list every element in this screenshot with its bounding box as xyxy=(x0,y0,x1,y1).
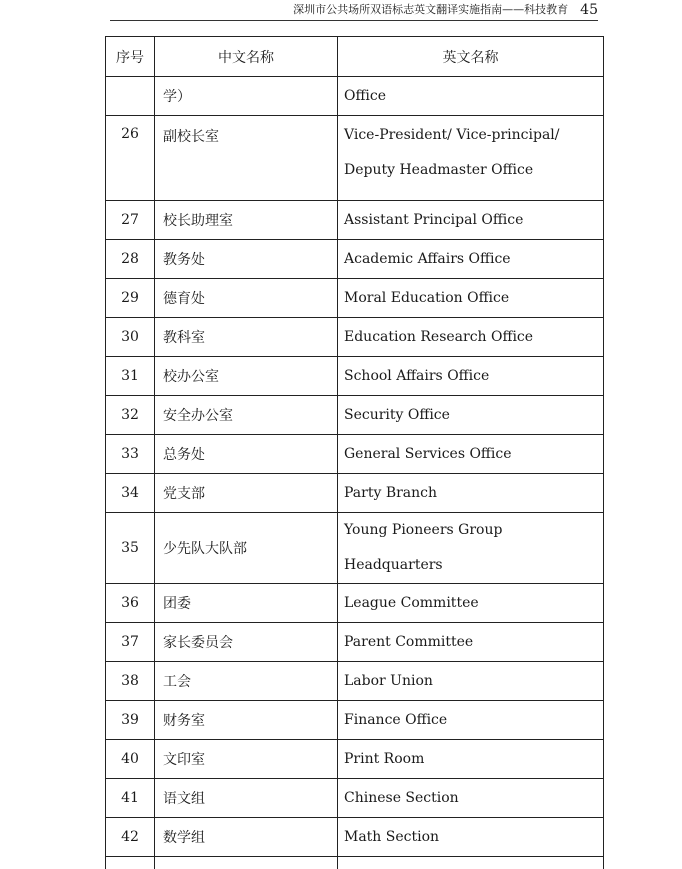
english-name: Print Room xyxy=(338,740,604,779)
chinese-name: 家长委员会 xyxy=(155,623,338,662)
row-number: 26 xyxy=(106,116,155,201)
chinese-name: 党支部 xyxy=(155,474,338,513)
row-number: 41 xyxy=(106,779,155,818)
row-number: 37 xyxy=(106,623,155,662)
chinese-name: 文印室 xyxy=(155,740,338,779)
english-name: League Committee xyxy=(338,584,604,623)
row-number: 30 xyxy=(106,318,155,357)
chinese-name: 语文组 xyxy=(155,779,338,818)
english-name: Assistant Principal Office xyxy=(338,201,604,240)
english-name: Labor Union xyxy=(338,662,604,701)
table-row xyxy=(106,623,604,662)
header-title: 深圳市公共场所双语标志英文翻译实施指南——科技教育 xyxy=(293,3,568,16)
english-name: Party Branch xyxy=(338,474,604,513)
row-number: 36 xyxy=(106,584,155,623)
english-name: Academic Affairs Office xyxy=(338,240,604,279)
table-header-row xyxy=(106,37,604,77)
translation-table xyxy=(105,36,604,869)
row-number: 32 xyxy=(106,396,155,435)
row-number xyxy=(106,77,155,116)
english-name: Office xyxy=(338,77,604,116)
table-row xyxy=(106,474,604,513)
table-row xyxy=(106,513,604,584)
english-name: Math Section xyxy=(338,818,604,857)
row-number: 31 xyxy=(106,357,155,396)
table-row xyxy=(106,201,604,240)
chinese-name: 教务处 xyxy=(155,240,338,279)
row-number: 29 xyxy=(106,279,155,318)
row-number: 33 xyxy=(106,435,155,474)
table-row xyxy=(106,662,604,701)
table-row xyxy=(106,77,604,116)
table-row xyxy=(106,396,604,435)
empty-cell xyxy=(155,857,338,869)
english-name: School Affairs Office xyxy=(338,357,604,396)
chinese-name: 数学组 xyxy=(155,818,338,857)
chinese-name: 团委 xyxy=(155,584,338,623)
page-number: 45 xyxy=(580,2,598,18)
row-number: 28 xyxy=(106,240,155,279)
row-number: 42 xyxy=(106,818,155,857)
table-row xyxy=(106,740,604,779)
english-name: Finance Office xyxy=(338,701,604,740)
table-row xyxy=(106,279,604,318)
chinese-name: 工会 xyxy=(155,662,338,701)
english-name: General Services Office xyxy=(338,435,604,474)
table-row xyxy=(106,584,604,623)
row-number: 38 xyxy=(106,662,155,701)
table-row xyxy=(106,701,604,740)
english-name: Moral Education Office xyxy=(338,279,604,318)
column-header-english-name: 英文名称 xyxy=(338,37,604,77)
table-row xyxy=(106,357,604,396)
chinese-name: 学） xyxy=(155,77,338,116)
table-row xyxy=(106,116,604,201)
english-name: Education Research Office xyxy=(338,318,604,357)
column-header-number: 序号 xyxy=(106,37,155,77)
chinese-name: 总务处 xyxy=(155,435,338,474)
row-number: 34 xyxy=(106,474,155,513)
english-name: Chinese Section xyxy=(338,779,604,818)
chinese-name: 校长助理室 xyxy=(155,201,338,240)
table-row xyxy=(106,435,604,474)
table-row xyxy=(106,240,604,279)
empty-cell xyxy=(338,857,604,869)
english-name: Parent Committee xyxy=(338,623,604,662)
english-name: Vice-President/ Vice-principal/ Deputy Headmaster Office xyxy=(338,116,604,201)
chinese-name: 教科室 xyxy=(155,318,338,357)
chinese-name: 少先队大队部 xyxy=(155,513,338,584)
row-number: 40 xyxy=(106,740,155,779)
column-header-chinese-name: 中文名称 xyxy=(155,37,338,77)
row-number: 35 xyxy=(106,513,155,584)
empty-cell xyxy=(106,857,155,869)
row-number: 27 xyxy=(106,201,155,240)
table-row-continuation xyxy=(106,857,604,869)
chinese-name: 德育处 xyxy=(155,279,338,318)
chinese-name: 校办公室 xyxy=(155,357,338,396)
english-name: Young Pioneers Group Headquarters xyxy=(338,513,604,584)
chinese-name: 财务室 xyxy=(155,701,338,740)
english-name: Security Office xyxy=(338,396,604,435)
table-row xyxy=(106,318,604,357)
chinese-name: 副校长室 xyxy=(155,116,338,201)
row-number: 39 xyxy=(106,701,155,740)
chinese-name: 安全办公室 xyxy=(155,396,338,435)
table-row xyxy=(106,779,604,818)
table-row xyxy=(106,818,604,857)
page-header xyxy=(110,0,598,21)
